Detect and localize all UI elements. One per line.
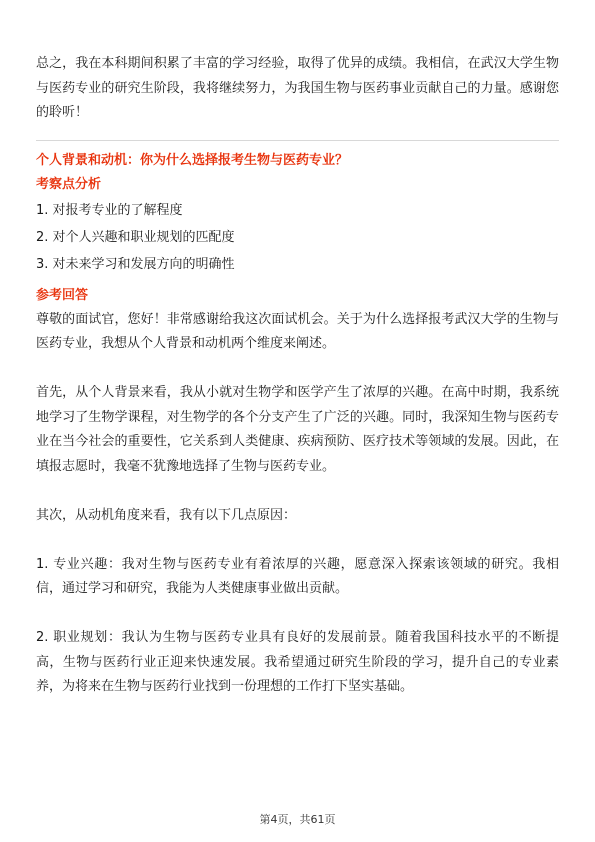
question-title: 个人背景和动机：你为什么选择报考生物与医药专业？ (36, 152, 349, 168)
section-divider (36, 140, 559, 141)
page-content (36, 52, 559, 700)
answer-paragraph: 1. 专业兴趣：我对生物与医药专业有着浓厚的兴趣，愿意深入探索该领域的研究。我相信，通过学习和研究，我能为人类健康事业做出贡献。 (36, 556, 559, 596)
closing-paragraph: 总之，我在本科期间积累了丰富的学习经验，取得了优异的成绩。我相信，在武汉大学生物与医药专业的研究生阶段，我将继续努力，为我国生物与医药事业贡献自己的力量。感谢您的聆听！ (36, 56, 559, 120)
answer-heading: 参考回答 (36, 287, 89, 303)
analysis-heading: 考察点分析 (36, 176, 102, 192)
analysis-item: 3. 对未来学习和发展方向的明确性 (36, 256, 235, 272)
answer-paragraph: 其次，从动机角度来看，我有以下几点原因： (36, 507, 297, 523)
answer-paragraph: 尊敬的面试官，您好！非常感谢给我这次面试机会。关于为什么选择报考武汉大学的生物与医药专业，我想从个人背景和动机两个维度来阐述。 (36, 311, 559, 351)
answer-paragraph: 首先，从个人背景来看，我从小就对生物学和医学产生了浓厚的兴趣。在高中时期，我系统地学习了生物学课程，对生物学的各个分支产生了广泛的兴趣。同时，我深知生物与医药专业在当今社会的重要性，它关系到人类健康、疾病预防、医疗技术等领域的发展。因此，在填报志愿时，我毫不犹豫地选择了生物与医药专业。 (36, 385, 559, 474)
page-footer: 第4页，共61页 (259, 813, 336, 826)
analysis-item: 2. 对个人兴趣和职业规划的匹配度 (36, 229, 235, 245)
answer-paragraph: 2. 职业规划：我认为生物与医药专业具有良好的发展前景。随着我国科技水平的不断提高，生物与医药行业正迎来快速发展。我希望通过研究生阶段的学习，提升自己的专业素养，为将来在生物与医药行业找到一份理想的工作打下坚实基础。 (36, 630, 559, 694)
analysis-item: 1. 对报考专业的了解程度 (36, 202, 183, 218)
